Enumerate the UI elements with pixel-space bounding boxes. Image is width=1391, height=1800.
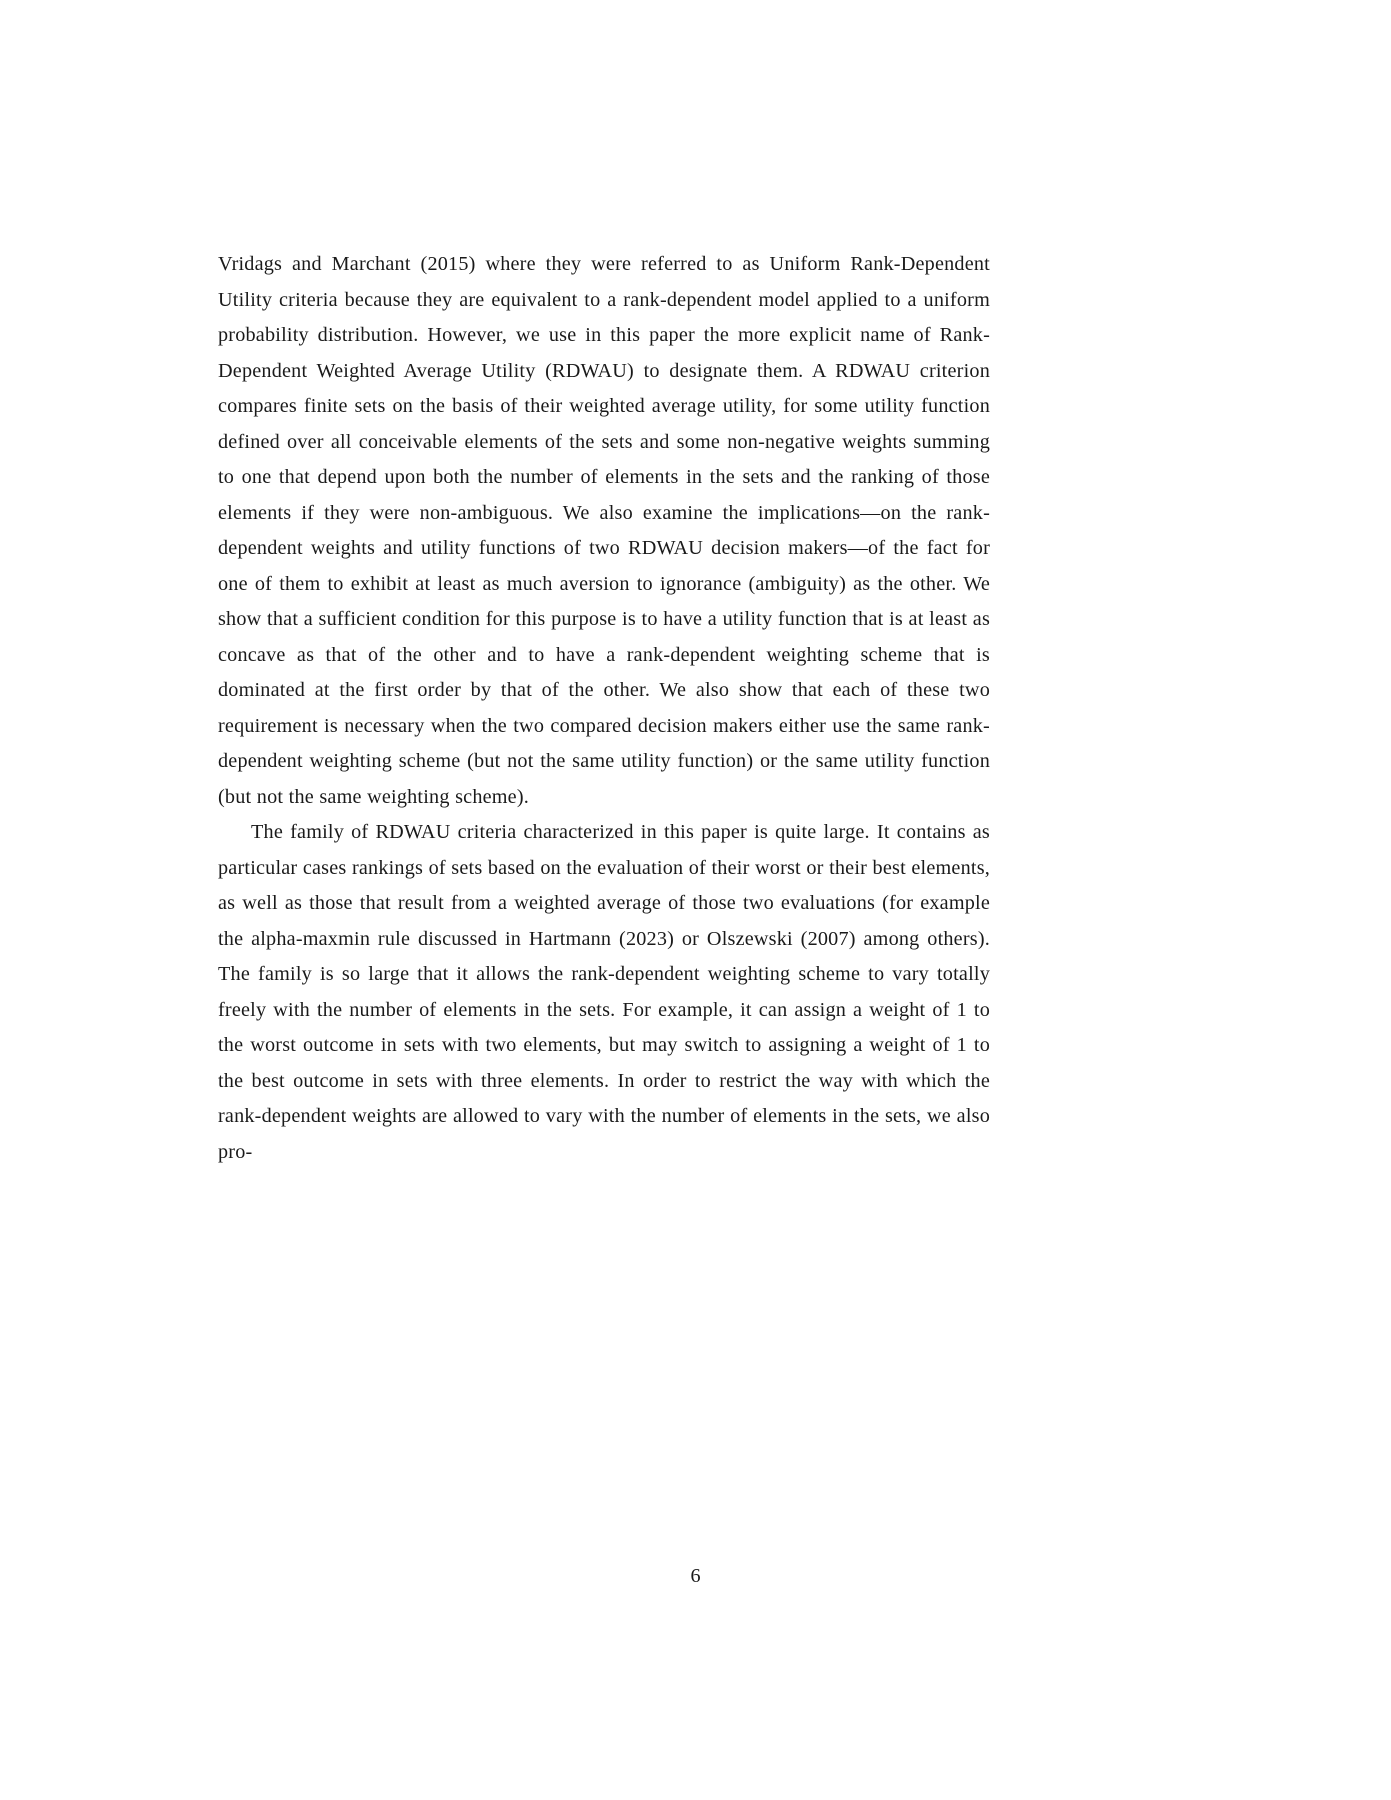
page-number-footer: 6 bbox=[690, 1565, 701, 1587]
paragraph-1: Vridags and Marchant (2015) where they were referred to as Uniform Rank-Dependent Utility criteria because they are equivalent to a rank-dependent model applied to a uniform probability distribution. However, we use in this paper the more explicit name of Rank-Dependent Weighted Average Utility (RDWAU) to designate them. A RDWAU criterion compares finite sets on the basis of their weighted average utility, for some utility function defined over all conceivable elements of the sets and some non-negative weights summing to one that depend upon both the number of elements in the sets and the ranking of those elements if they were non-ambiguous. We also examine the implications—on the rank-dependent weights and utility functions of two RDWAU decision makers—of the fact for one of them to exhibit at least as much aversion to ignorance (ambiguity) as the other. We show that a sufficient condition for this purpose is to have a utility function that is at least as concave as that of the other and to have a rank-dependent weighting scheme that is dominated at the first order by that of the other. We also show that each of these two requirement is necessary when the two compared decision makers either use the same rank-dependent weighting scheme (but not the same utility function) or the same utility function (but not the same weighting scheme). bbox=[218, 253, 990, 808]
body-text-column bbox=[218, 247, 990, 1170]
paragraph-2: The family of RDWAU criteria characterized in this paper is quite large. It contains as particular cases rankings of sets based on the evaluation of their worst or their best elements, as well as those that result from a weighted average of those two evaluations (for example the alpha-maxmin rule discussed in Hartmann (2023) or Olszewski (2007) among others). The family is so large that it allows the rank-dependent weighting scheme to vary totally freely with the number of elements in the sets. For example, it can assign a weight of 1 to the worst outcome in sets with two elements, but may switch to assigning a weight of 1 to the best outcome in sets with three elements. In order to restrict the way with which the rank-dependent weights are allowed to vary with the number of elements in the sets, we also pro- bbox=[218, 821, 990, 1163]
